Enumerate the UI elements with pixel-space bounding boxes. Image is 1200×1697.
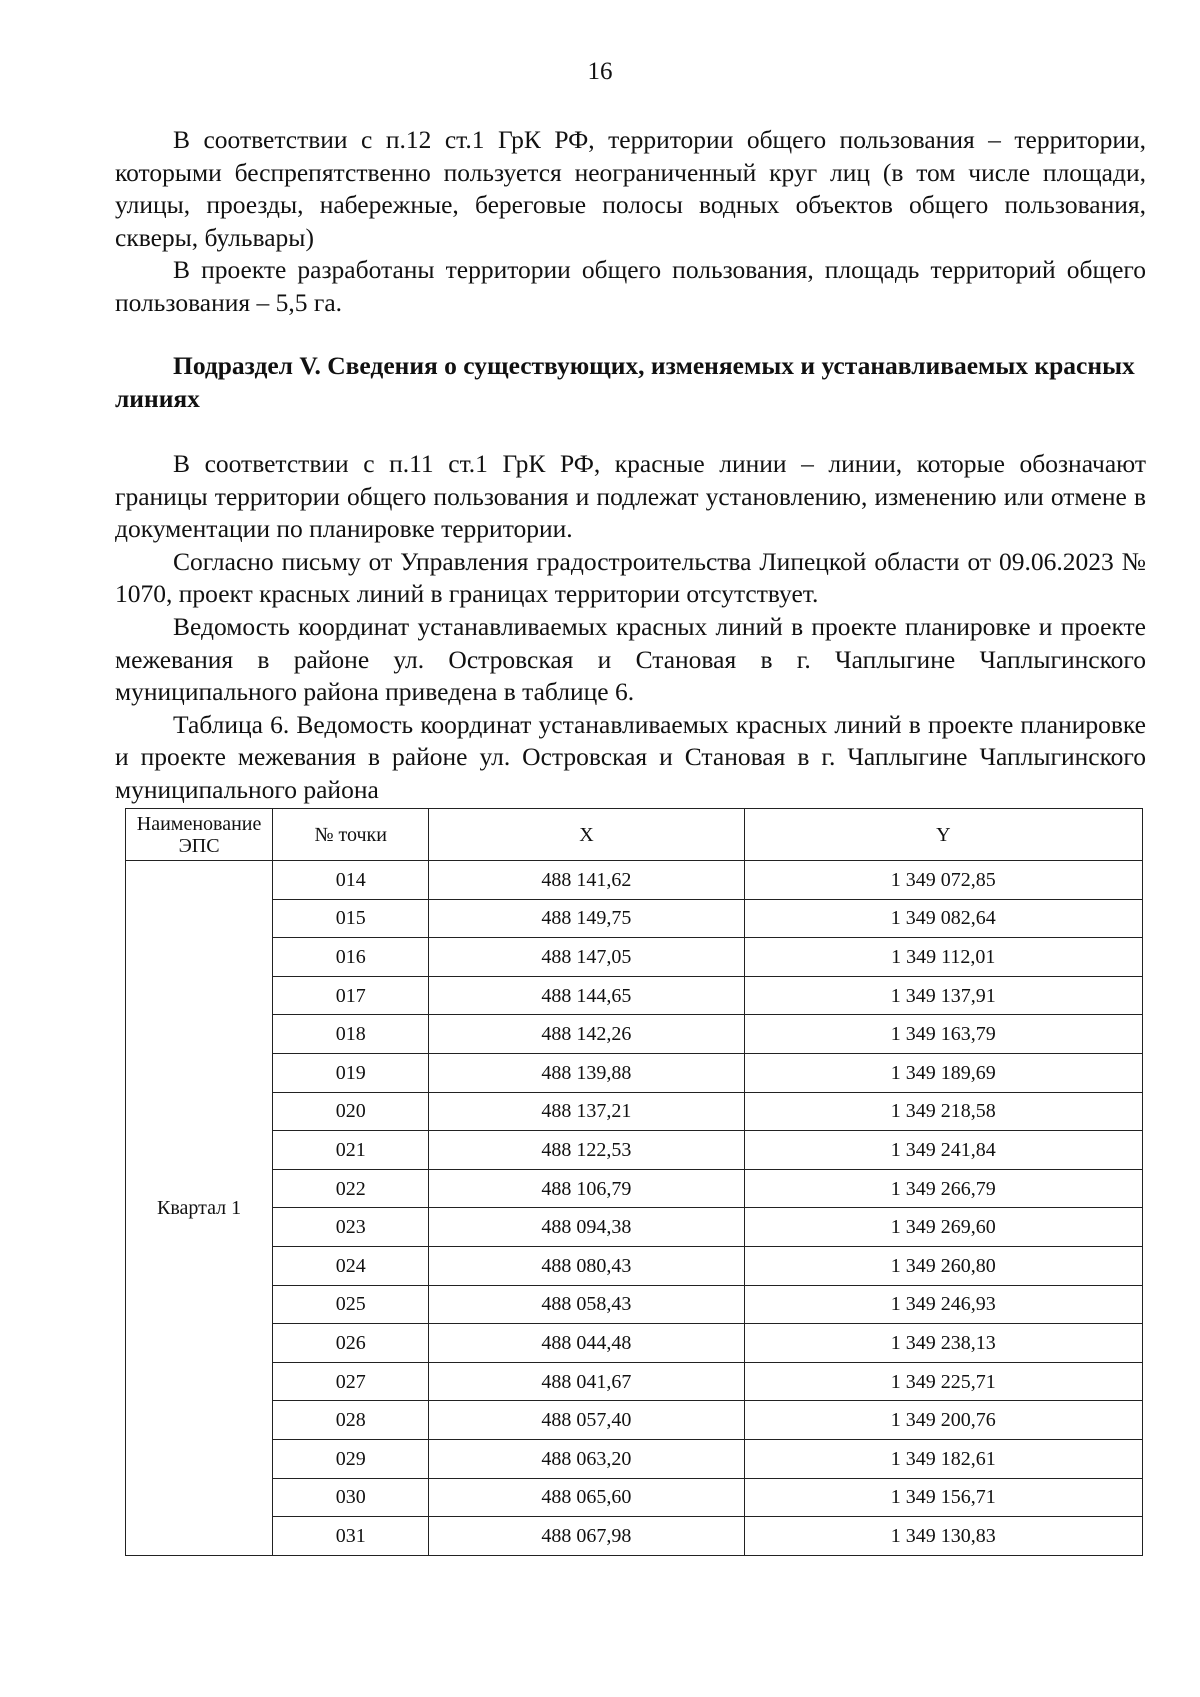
y-coordinate-cell: 1 349 137,91 xyxy=(744,976,1142,1015)
page-number: 16 xyxy=(587,58,613,85)
y-coordinate-cell: 1 349 130,83 xyxy=(744,1517,1142,1556)
intro-text-block xyxy=(115,124,1146,320)
y-coordinate-cell: 1 349 246,93 xyxy=(744,1285,1142,1324)
point-number-cell: 029 xyxy=(273,1439,429,1478)
point-number-cell: 027 xyxy=(273,1362,429,1401)
x-coordinate-cell: 488 147,05 xyxy=(429,938,744,977)
x-coordinate-cell: 488 041,67 xyxy=(429,1362,744,1401)
table-row xyxy=(126,1092,1143,1131)
point-number-cell: 026 xyxy=(273,1324,429,1363)
paragraph-public-areas-definition: В соответствии с п.12 ст.1 ГрК РФ, территории общего пользования – территории, которыми беспрепятственно пользуется неограниченный круг лиц (в том числе площади, улицы, проезды, набережные, береговые полосы водных объектов общего пользования, скверы, бульвары) xyxy=(115,125,1146,252)
point-number-cell: 017 xyxy=(273,976,429,1015)
table-row xyxy=(126,1324,1143,1363)
x-coordinate-cell: 488 149,75 xyxy=(429,899,744,938)
x-coordinate-cell: 488 142,26 xyxy=(429,1015,744,1054)
x-coordinate-cell: 488 057,40 xyxy=(429,1401,744,1440)
red-lines-text-block xyxy=(115,448,1146,807)
table-row xyxy=(126,1439,1143,1478)
y-coordinate-cell: 1 349 082,64 xyxy=(744,899,1142,938)
point-number-cell: 015 xyxy=(273,899,429,938)
table-row xyxy=(126,1015,1143,1054)
y-coordinate-cell: 1 349 112,01 xyxy=(744,938,1142,977)
table-row xyxy=(126,1478,1143,1517)
table-row xyxy=(126,1246,1143,1285)
table-row xyxy=(126,1362,1143,1401)
point-number-cell: 014 xyxy=(273,861,429,900)
paragraph-letter-reference: Согласно письму от Управления градостроительства Липецкой области от 09.06.2023 № 1070, проект красных линий в границах территории отсутствует. xyxy=(115,546,1146,609)
table-row xyxy=(126,1208,1143,1247)
x-coordinate-cell: 488 141,62 xyxy=(429,861,744,900)
header-y: Y xyxy=(744,809,1142,861)
y-coordinate-cell: 1 349 269,60 xyxy=(744,1208,1142,1247)
table-caption: Таблица 6. Ведомость координат устанавливаемых красных линий в проекте планировке и проекте межевания в районе ул. Островская и Становая в г. Чаплыгине Чаплыгинского муниципального района xyxy=(115,709,1146,804)
y-coordinate-cell: 1 349 156,71 xyxy=(744,1478,1142,1517)
x-coordinate-cell: 488 044,48 xyxy=(429,1324,744,1363)
table-row xyxy=(126,1131,1143,1170)
table-header-row xyxy=(126,809,1143,861)
table-row xyxy=(126,1053,1143,1092)
x-coordinate-cell: 488 094,38 xyxy=(429,1208,744,1247)
table-row xyxy=(126,1401,1143,1440)
table-row xyxy=(126,1517,1143,1556)
x-coordinate-cell: 488 067,98 xyxy=(429,1517,744,1556)
section-heading: Подраздел V. Сведения о существующих, изменяемых и устанавливаемых красных линиях xyxy=(115,351,1135,413)
y-coordinate-cell: 1 349 189,69 xyxy=(744,1053,1142,1092)
table-row xyxy=(126,938,1143,977)
point-number-cell: 018 xyxy=(273,1015,429,1054)
point-number-cell: 020 xyxy=(273,1092,429,1131)
point-number-cell: 028 xyxy=(273,1401,429,1440)
header-x: X xyxy=(429,809,744,861)
point-number-cell: 021 xyxy=(273,1131,429,1170)
table-row xyxy=(126,861,1143,900)
y-coordinate-cell: 1 349 266,79 xyxy=(744,1169,1142,1208)
paragraph-coordinates-statement: Ведомость координат устанавливаемых красных линий в проекте планировке и проекте межевания в районе ул. Островская и Становая в г. Чаплыгине Чаплыгинского муниципального района приведена в таблице 6. xyxy=(115,611,1146,707)
y-coordinate-cell: 1 349 241,84 xyxy=(744,1131,1142,1170)
point-number-cell: 022 xyxy=(273,1169,429,1208)
x-coordinate-cell: 488 137,21 xyxy=(429,1092,744,1131)
paragraph-red-lines-definition: В соответствии с п.11 ст.1 ГрК РФ, красные линии – линии, которые обозначают границы территории общего пользования и подлежат установлению, изменению или отмене в документации по планировке территории. xyxy=(115,449,1146,544)
x-coordinate-cell: 488 065,60 xyxy=(429,1478,744,1517)
y-coordinate-cell: 1 349 072,85 xyxy=(744,861,1142,900)
x-coordinate-cell: 488 122,53 xyxy=(429,1131,744,1170)
y-coordinate-cell: 1 349 182,61 xyxy=(744,1439,1142,1478)
table-body xyxy=(126,861,1143,1556)
table-row xyxy=(126,899,1143,938)
x-coordinate-cell: 488 144,65 xyxy=(429,976,744,1015)
point-number-cell: 030 xyxy=(273,1478,429,1517)
header-eps-name: Наименование ЭПС xyxy=(126,809,273,861)
table-row xyxy=(126,1169,1143,1208)
x-coordinate-cell: 488 063,20 xyxy=(429,1439,744,1478)
point-number-cell: 024 xyxy=(273,1246,429,1285)
y-coordinate-cell: 1 349 260,80 xyxy=(744,1246,1142,1285)
coordinates-table xyxy=(125,808,1143,1556)
point-number-cell: 025 xyxy=(273,1285,429,1324)
x-coordinate-cell: 488 106,79 xyxy=(429,1169,744,1208)
paragraph-public-areas-size: В проекте разработаны территории общего пользования, площадь территорий общего пользования – 5,5 га. xyxy=(115,255,1146,317)
point-number-cell: 031 xyxy=(273,1517,429,1556)
y-coordinate-cell: 1 349 225,71 xyxy=(744,1362,1142,1401)
y-coordinate-cell: 1 349 200,76 xyxy=(744,1401,1142,1440)
point-number-cell: 016 xyxy=(273,938,429,977)
group-label-cell: Квартал 1 xyxy=(126,861,273,1556)
table-row xyxy=(126,976,1143,1015)
y-coordinate-cell: 1 349 163,79 xyxy=(744,1015,1142,1054)
header-point-number: № точки xyxy=(273,809,429,861)
x-coordinate-cell: 488 058,43 xyxy=(429,1285,744,1324)
x-coordinate-cell: 488 139,88 xyxy=(429,1053,744,1092)
point-number-cell: 019 xyxy=(273,1053,429,1092)
x-coordinate-cell: 488 080,43 xyxy=(429,1246,744,1285)
table-row xyxy=(126,1285,1143,1324)
y-coordinate-cell: 1 349 238,13 xyxy=(744,1324,1142,1363)
point-number-cell: 023 xyxy=(273,1208,429,1247)
y-coordinate-cell: 1 349 218,58 xyxy=(744,1092,1142,1131)
